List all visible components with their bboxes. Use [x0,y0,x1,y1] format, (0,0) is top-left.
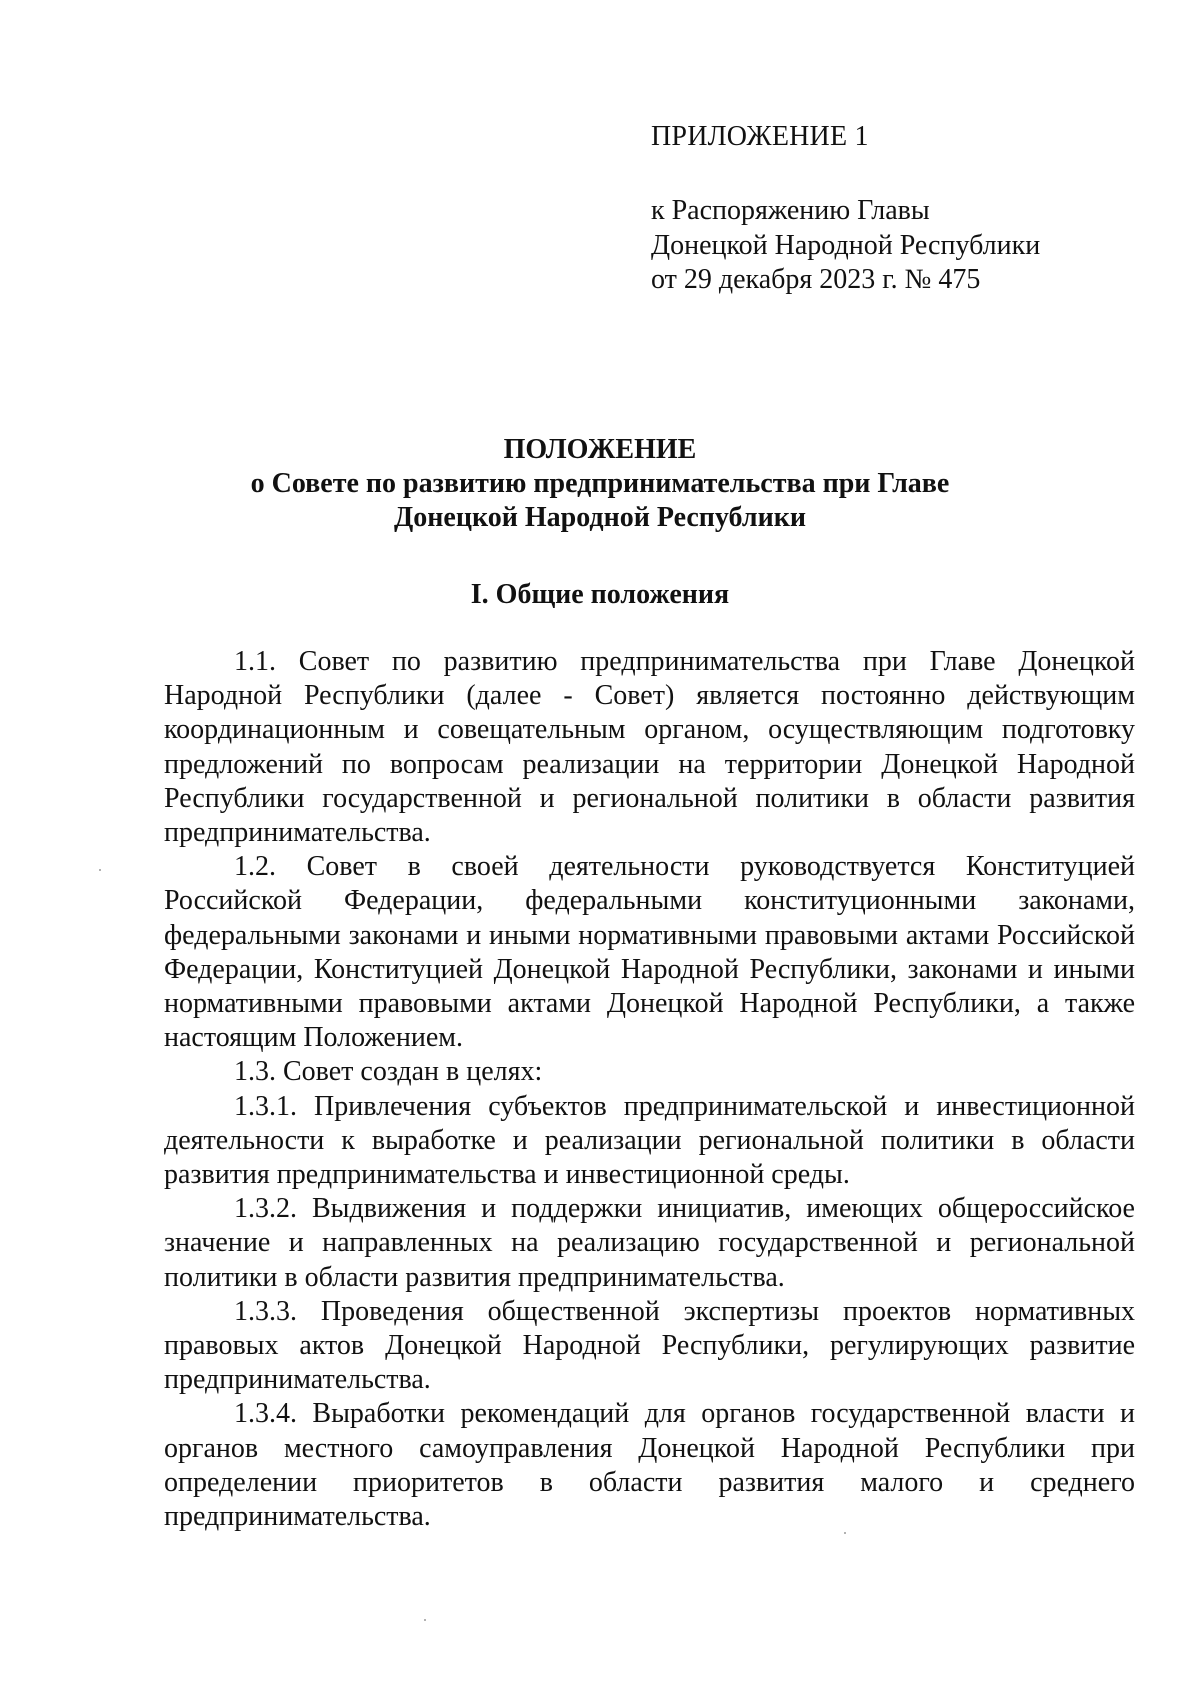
paragraph-1-3-3: 1.3.3. Проведения общественной экспертизы проектов нормативных правовых актов Донецкой Народной Республики, регулирующих развитие предпринимательства. [164,1295,1135,1396]
paragraph-1-3-1: 1.3.1. Привлечения субъектов предпринимательской и инвестиционной деятельности к выработке и реализации региональной политики в области развития предпринимательства и инвестиционной среды. [164,1090,1135,1191]
paragraph-1-3-4: 1.3.4. Выработки рекомендаций для органов государственной власти и органов местного самоуправления Донецкой Народной Республики при определении приоритетов в области развития малого и среднего предпринимательства. [164,1398,1135,1533]
section-heading: I. Общие положения [470,579,730,610]
document-title [0,433,1200,535]
appendix-reference [651,194,1040,298]
paragraph-1-3-2: 1.3.2. Выдвижения и поддержки инициатив, имеющих общероссийское значение и направленных на реализацию государственной и региональной политики в области развития предпринимательства. [164,1193,1135,1293]
title-subtitle-line: Донецкой Народной Республики [394,502,806,533]
section-body [164,645,1135,1534]
paragraph-1-3: 1.3. Совет создан в целях: [234,1056,543,1088]
paragraph-1-1: 1.1. Совет по развитию предпринимательства при Главе Донецкой Народной Республики (далее - Совет) является постоянно действующим координационным и совещательным органом, осуществляющим подготовку предложений по вопросам реализации на территории Донецкой Народной Республики государственной и региональной политики в области развития предпринимательства. [164,646,1135,849]
appendix-label: ПРИЛОЖЕНИЕ 1 [651,121,869,152]
scan-speck [844,1532,846,1534]
appendix-reference-line: от 29 декабря 2023 г. № 475 [651,264,981,295]
scan-speck [424,1619,426,1621]
title-main: ПОЛОЖЕНИЕ [503,434,697,465]
appendix-reference-line: Донецкой Народной Республики [651,229,1041,261]
title-subtitle-line: о Совете по развитию предпринимательства при Главе [250,468,950,499]
scan-speck [99,869,101,871]
appendix-reference-line: к Распоряжению Главы [651,195,930,226]
paragraph-1-2: 1.2. Совет в своей деятельности руководствуется Конституцией Российской Федерации, федеральными конституционными законами, федеральными законами и иными нормативными правовыми актами Российской Федерации, Конституцией Донецкой Народной Республики, законами и иными нормативными правовыми актами Донецкой Народной Республики, а также настоящим Положением. [164,851,1135,1054]
